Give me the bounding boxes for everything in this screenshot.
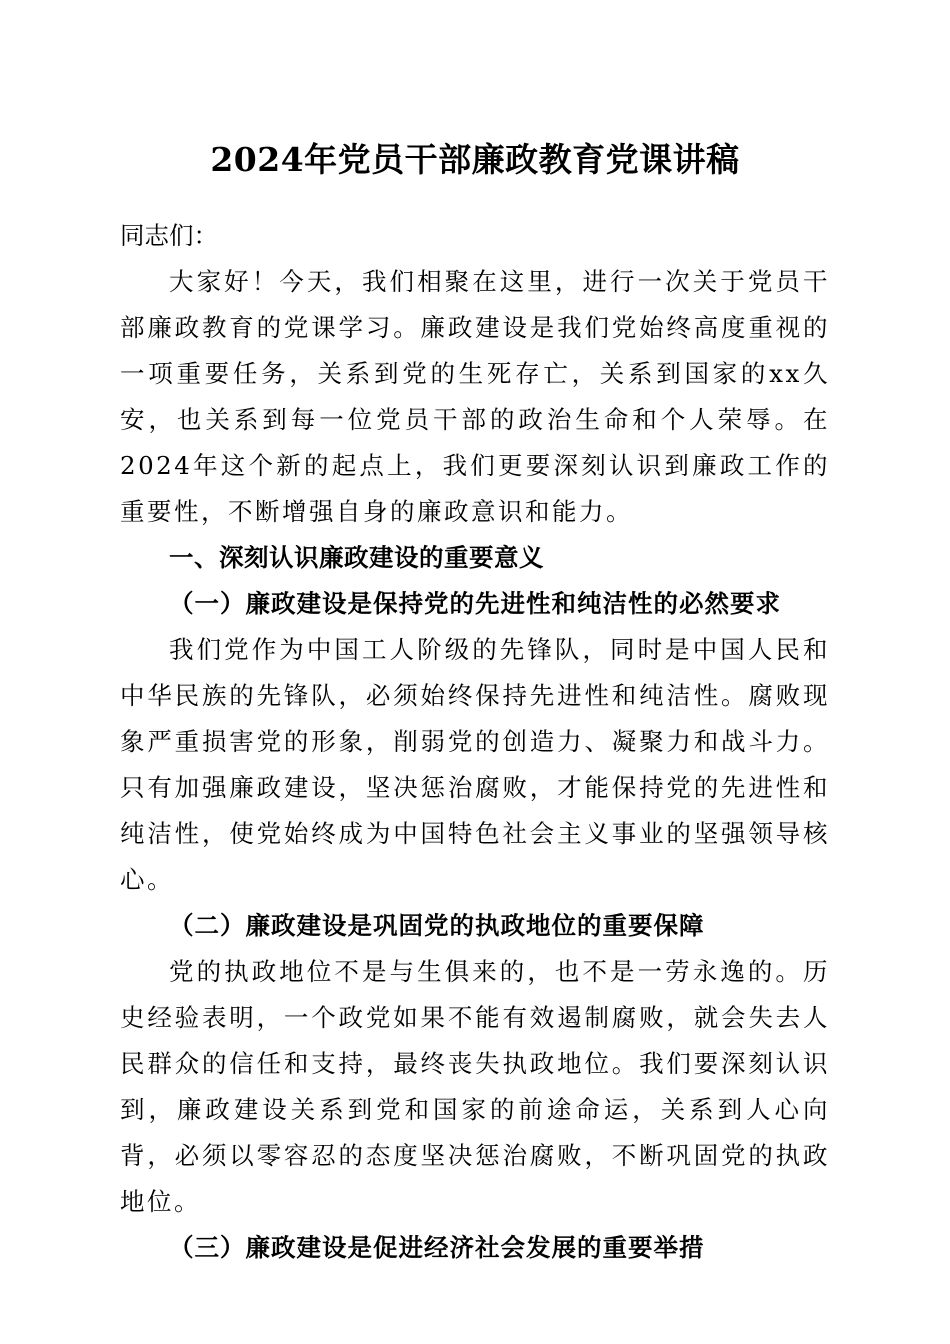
subsection-heading-3: （三）廉政建设是促进经济社会发展的重要举措: [169, 1233, 705, 1262]
subsection-paragraph-1: 我们党作为中国工人阶级的先锋队，同时是中国人民和中华民族的先锋队，必须始终保持先进性和纯洁性。腐败现象严重损害党的形象，削弱党的创造力、凝聚力和战斗力。只有加强廉政建设，坚决惩治腐败，才能保持党的先进性和纯洁性，使党始终成为中国特色社会主义事业的坚强领导核心。: [120, 635, 830, 894]
document-title: 2024年党员干部廉政教育党课讲稿: [210, 140, 740, 179]
intro-paragraph: 大家好！今天，我们相聚在这里，进行一次关于党员干部廉政教育的党课学习。廉政建设是我们党始终高度重视的一项重要任务，关系到党的生死存亡，关系到国家的xx久安，也关系到每一位党员干部的政治生命和个人荣辱。在2024年这个新的起点上，我们更要深刻认识到廉政工作的重要性，不断增强自身的廉政意识和能力。: [120, 267, 830, 526]
section-heading-1: 一、深刻认识廉政建设的重要意义: [169, 543, 544, 572]
subsection-heading-2: （二）廉政建设是巩固党的执政地位的重要保障: [169, 911, 705, 940]
document-body: [120, 213, 830, 1271]
subsection-paragraph-2: 党的执政地位不是与生俱来的，也不是一劳永逸的。历史经验表明，一个政党如果不能有效遏制腐败，就会失去人民群众的信任和支持，最终丧失执政地位。我们要深刻认识到，廉政建设关系到党和国家的前途命运，关系到人心向背，必须以零容忍的态度坚决惩治腐败，不断巩固党的执政地位。: [120, 957, 830, 1216]
subsection-heading-1: （一）廉政建设是保持党的先进性和纯洁性的必然要求: [169, 589, 781, 618]
salutation: 同志们：: [120, 221, 218, 250]
